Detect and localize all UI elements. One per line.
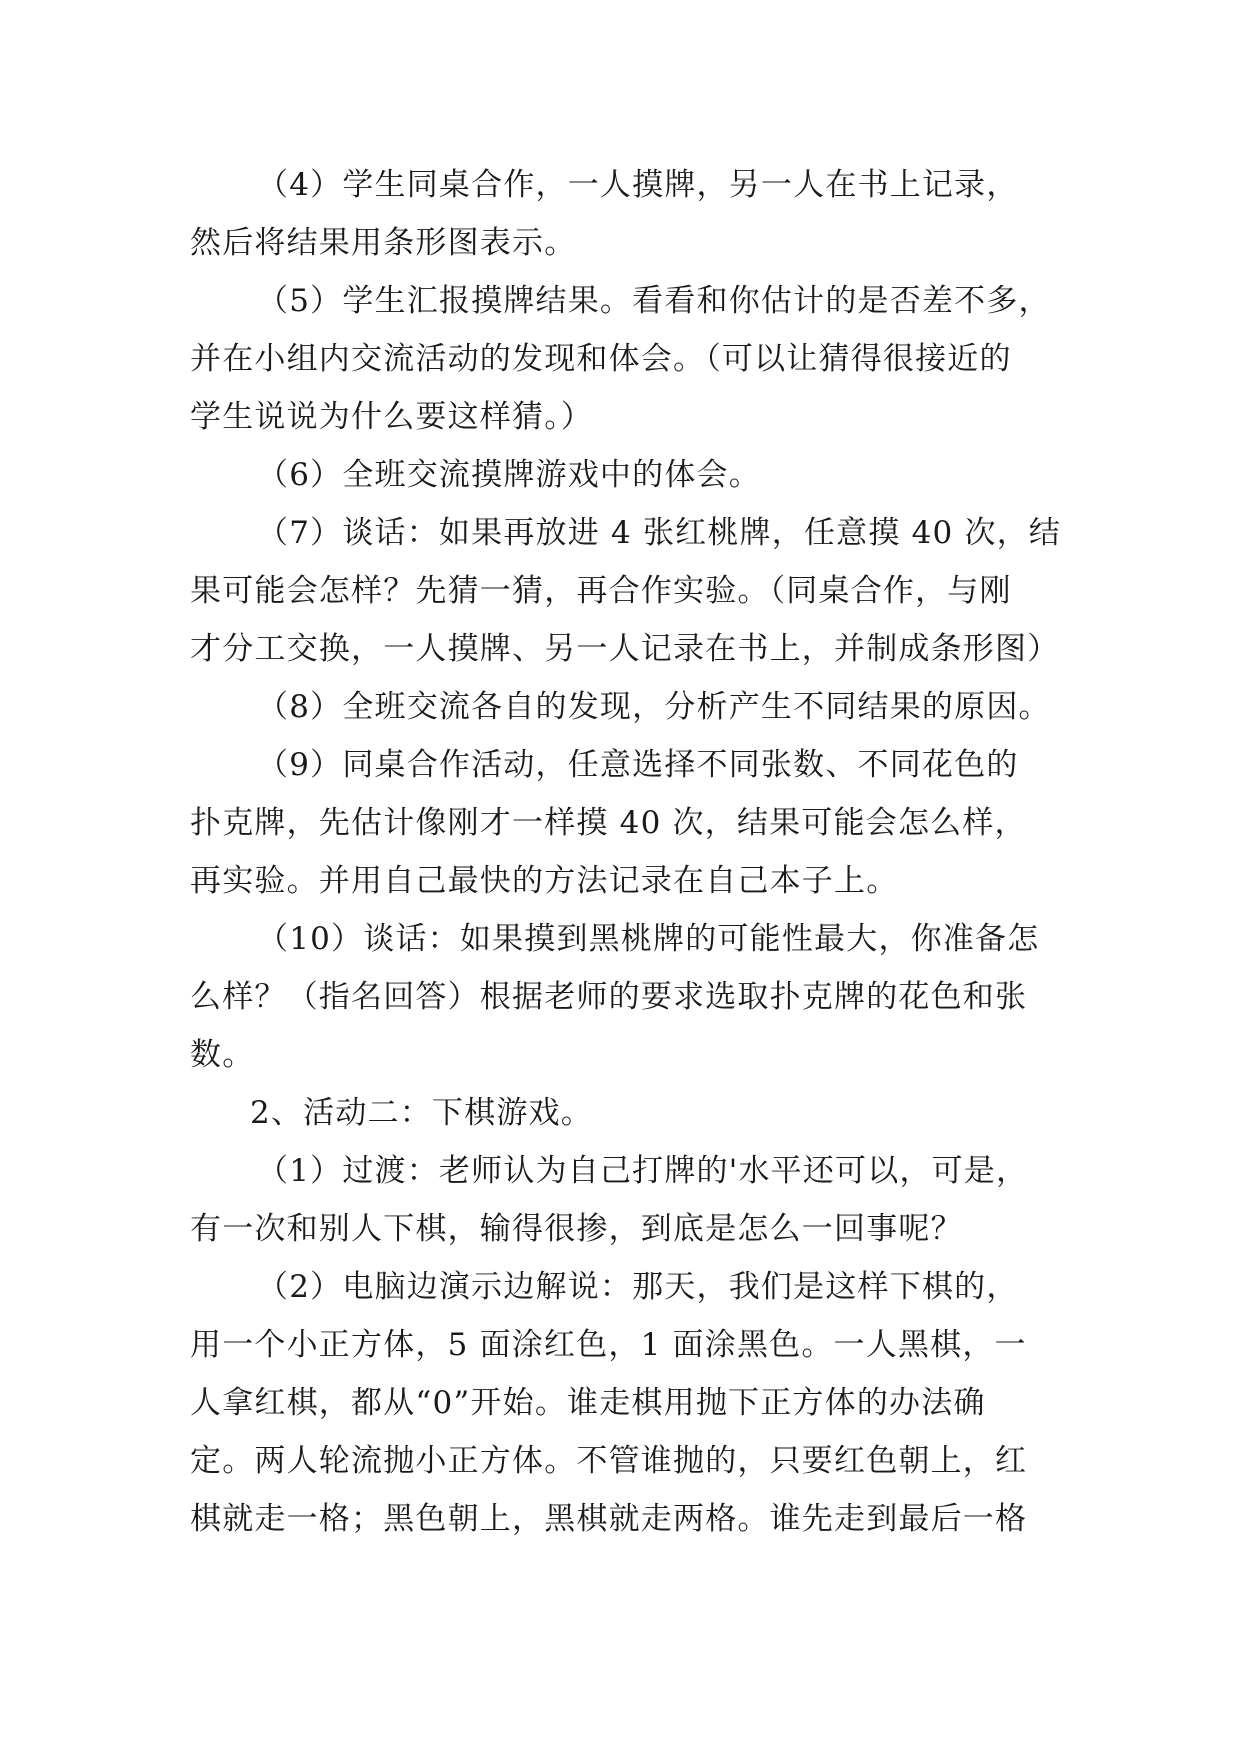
paragraph-line: 数。 xyxy=(190,1037,255,1073)
paragraph-line: 棋就走一格；黑色朝上，黑棋就走两格。谁先走到最后一格 xyxy=(190,1501,1028,1537)
paragraph-line: （5）学生汇报摸牌结果。看看和你估计的是否差不多， xyxy=(257,283,1051,319)
paragraph-line: 并在小组内交流活动的发现和体会。（可以让猜得很接近的 xyxy=(190,341,1012,377)
paragraph-line: 么样？（指名回答）根据老师的要求选取扑克牌的花色和张 xyxy=(190,979,1028,1015)
paragraph-line: 扑克牌，先估计像刚才一样摸 40 次，结果可能会怎么样， xyxy=(190,805,1027,841)
paragraph-line: 定。两人轮流抛小正方体。不管谁抛的，只要红色朝上，红 xyxy=(190,1443,1028,1479)
section-heading: 2、活动二：下棋游戏。 xyxy=(250,1095,593,1131)
paragraph-line: （4）学生同桌合作，一人摸牌，另一人在书上记录， xyxy=(257,167,1019,203)
paragraph-line: 用一个小正方体，5 面涂红色，1 面涂黑色。一人黑棋，一 xyxy=(190,1327,1027,1363)
paragraph-line: 果可能会怎样？先猜一猜，再合作实验。（同桌合作，与刚 xyxy=(190,573,1012,609)
paragraph-line: （10）谈话：如果摸到黑桃牌的可能性最大，你准备怎 xyxy=(257,921,1040,957)
paragraph-line: 人拿红棋，都从“0”开始。谁走棋用抛下正方体的办法确 xyxy=(190,1385,986,1421)
paragraph-line: 才分工交换，一人摸牌、另一人记录在书上，并制成条形图） xyxy=(190,631,1060,667)
paragraph-line: （8）全班交流各自的发现，分析产生不同结果的原因。 xyxy=(257,689,1051,725)
paragraph-line: 再实验。并用自己最快的方法记录在自己本子上。 xyxy=(190,863,899,899)
paragraph-line: 有一次和别人下棋，输得很掺，到底是怎么一回事呢？ xyxy=(190,1211,963,1247)
paragraph-line: 然后将结果用条形图表示。 xyxy=(190,225,577,261)
paragraph-line: （7）谈话：如果再放进 4 张红桃牌，任意摸 40 次，结 xyxy=(257,515,1062,551)
paragraph-line: 学生说说为什么要这样猜。） xyxy=(190,399,594,435)
paragraph-line: （1）过渡：老师认为自己打牌的'水平还可以，可是， xyxy=(257,1153,1029,1189)
paragraph-line: （9）同桌合作活动，任意选择不同张数、不同花色的 xyxy=(257,747,1019,783)
paragraph-line: （2）电脑边演示边解说：那天，我们是这样下棋的， xyxy=(257,1269,1019,1305)
paragraph-line: （6）全班交流摸牌游戏中的体会。 xyxy=(257,457,761,493)
